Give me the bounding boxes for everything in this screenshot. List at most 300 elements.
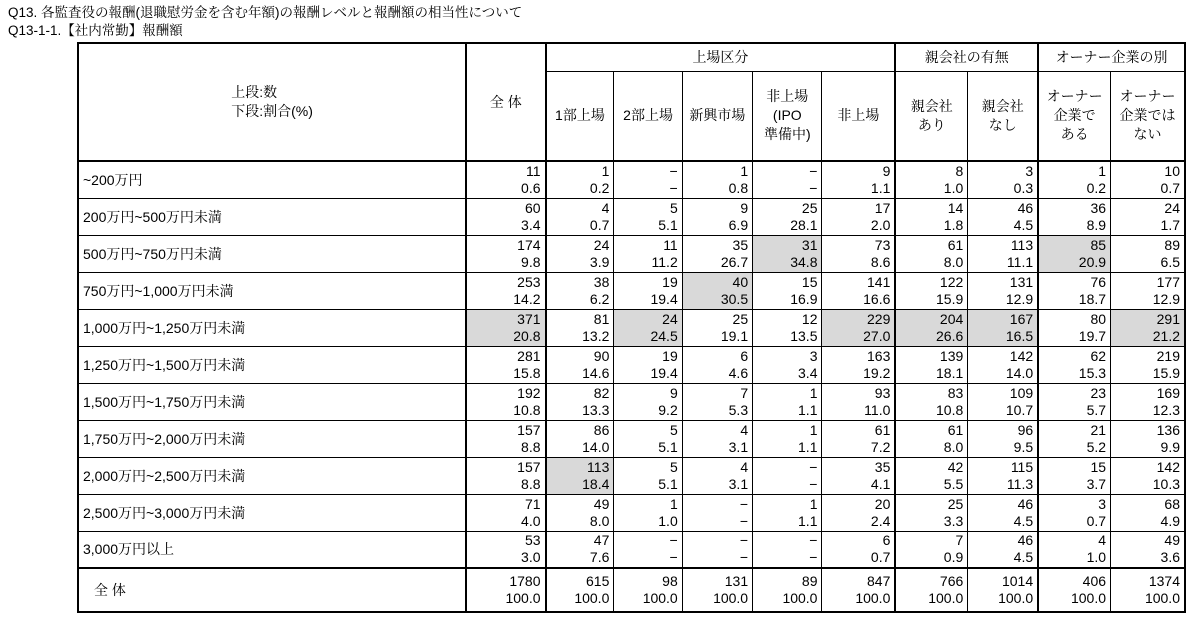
percent-value: 0.2 bbox=[589, 179, 610, 196]
percent-value: 15.9 bbox=[936, 290, 964, 307]
count-value: 113 bbox=[1010, 236, 1034, 253]
count-value: 1 bbox=[601, 162, 610, 179]
data-cell bbox=[895, 346, 967, 383]
percent-value: 10.3 bbox=[1152, 475, 1180, 492]
count-value: 142 bbox=[1009, 347, 1034, 364]
table-row bbox=[78, 420, 1185, 457]
count-value: 6 bbox=[740, 347, 749, 364]
group-header: 親会社の有無 bbox=[895, 43, 1038, 71]
percent-value: 18.4 bbox=[582, 475, 610, 492]
percent-value: 15.9 bbox=[1152, 364, 1180, 381]
count-value: 113 bbox=[587, 458, 610, 475]
percent-value: 1.1 bbox=[870, 179, 891, 196]
count-value: 76 bbox=[1090, 273, 1107, 290]
count-value: 139 bbox=[939, 347, 964, 364]
data-cell bbox=[1111, 383, 1185, 420]
survey-table bbox=[77, 42, 1186, 613]
percent-value: 9.5 bbox=[1013, 438, 1034, 455]
count-value: 25 bbox=[947, 495, 964, 512]
data-cell bbox=[546, 531, 614, 568]
data-cell bbox=[822, 531, 895, 568]
column-header: 親会社 なし bbox=[968, 71, 1038, 161]
data-cell bbox=[753, 272, 822, 309]
percent-value: 30.5 bbox=[720, 290, 749, 307]
percent-value: 100.0 bbox=[855, 590, 891, 606]
column-header-total: 全 体 bbox=[466, 43, 545, 161]
count-value: 42 bbox=[947, 458, 964, 475]
percent-value: 12.9 bbox=[1005, 290, 1034, 307]
percent-value: 5.1 bbox=[658, 216, 678, 233]
count-value: 49 bbox=[593, 495, 610, 512]
count-value: 46 bbox=[1017, 199, 1034, 216]
percent-value: 0.7 bbox=[589, 216, 610, 233]
count-value: 9 bbox=[882, 162, 891, 179]
table-row bbox=[78, 346, 1185, 383]
data-cell bbox=[968, 309, 1038, 346]
count-value: 1374 bbox=[1148, 573, 1180, 589]
count-value: 1 bbox=[740, 162, 749, 179]
row-label: 3,000万円以上 bbox=[78, 531, 466, 568]
percent-value: 16.9 bbox=[790, 290, 818, 307]
data-cell bbox=[968, 272, 1038, 309]
count-value: 4 bbox=[740, 458, 749, 475]
count-value: 90 bbox=[593, 347, 610, 364]
percent-value: 3.1 bbox=[728, 475, 749, 492]
count-value: 4 bbox=[601, 199, 610, 216]
count-value: 371 bbox=[517, 310, 541, 327]
column-header: 親会社 あり bbox=[895, 71, 967, 161]
legend-percent-label: 下段:割合(%) bbox=[231, 103, 313, 119]
data-cell bbox=[466, 309, 545, 346]
count-value: 11 bbox=[663, 236, 678, 253]
percent-value: 18.7 bbox=[1078, 290, 1107, 307]
percent-value: 1.7 bbox=[1160, 216, 1180, 233]
group-header: オーナー企業の別 bbox=[1038, 43, 1185, 71]
data-cell bbox=[753, 531, 822, 568]
count-value: 3 bbox=[809, 347, 818, 364]
percent-value: 5.3 bbox=[728, 401, 749, 418]
data-cell bbox=[968, 457, 1038, 494]
count-value: 23 bbox=[1090, 384, 1107, 401]
count-value: 1780 bbox=[509, 573, 541, 589]
percent-value: 6.2 bbox=[589, 290, 610, 307]
count-value: 12 bbox=[801, 310, 818, 327]
count-value: 61 bbox=[874, 421, 891, 438]
count-value: 131 bbox=[1009, 273, 1034, 290]
percent-value: 1.0 bbox=[943, 179, 964, 196]
percent-value: 8.0 bbox=[943, 438, 964, 455]
row-label: ~200万円 bbox=[78, 161, 466, 198]
data-cell bbox=[968, 531, 1038, 568]
data-cell bbox=[1038, 309, 1110, 346]
percent-value: 12.3 bbox=[1152, 401, 1180, 418]
total-cell bbox=[682, 568, 752, 612]
percent-value: 100.0 bbox=[642, 590, 678, 606]
data-cell bbox=[614, 346, 682, 383]
data-cell bbox=[1038, 235, 1110, 272]
count-value: 49 bbox=[1164, 532, 1180, 549]
table-row bbox=[78, 531, 1185, 568]
count-value: 1 bbox=[1098, 162, 1107, 179]
percent-value: 15.3 bbox=[1078, 364, 1107, 381]
count-value: 9 bbox=[740, 199, 749, 216]
total-cell bbox=[753, 568, 822, 612]
percent-value: 4.6 bbox=[728, 364, 749, 381]
data-cell bbox=[1111, 531, 1185, 568]
data-cell bbox=[546, 420, 614, 457]
count-value: 96 bbox=[1017, 421, 1034, 438]
data-cell bbox=[895, 457, 967, 494]
count-value: − bbox=[669, 532, 678, 549]
count-value: 1 bbox=[809, 421, 818, 438]
percent-value: 20.9 bbox=[1078, 253, 1107, 270]
count-value: 20 bbox=[874, 495, 891, 512]
data-cell bbox=[614, 235, 682, 272]
data-cell bbox=[466, 198, 545, 235]
count-value: 3 bbox=[1098, 495, 1107, 512]
count-value: 25 bbox=[801, 199, 818, 216]
count-value: 35 bbox=[874, 458, 891, 475]
corner-header-text bbox=[231, 83, 313, 121]
percent-value: − bbox=[809, 179, 818, 196]
count-value: 7 bbox=[955, 532, 964, 549]
data-cell bbox=[1111, 235, 1185, 272]
data-cell bbox=[682, 531, 752, 568]
percent-value: 2.4 bbox=[870, 512, 891, 529]
data-cell bbox=[614, 161, 682, 198]
legend-count-label: 上段:数 bbox=[231, 84, 278, 100]
percent-value: − bbox=[739, 512, 749, 529]
percent-value: 28.1 bbox=[790, 216, 818, 233]
percent-value: 100.0 bbox=[998, 590, 1034, 606]
data-cell bbox=[1038, 494, 1110, 531]
column-header: 2部上場 bbox=[614, 71, 682, 161]
total-cell bbox=[546, 568, 614, 612]
table-row bbox=[78, 198, 1185, 235]
percent-value: 3.3 bbox=[943, 512, 964, 529]
percent-value: 34.8 bbox=[790, 253, 818, 270]
row-label: 200万円~500万円未満 bbox=[78, 198, 466, 235]
percent-value: 1.1 bbox=[798, 401, 818, 418]
data-cell bbox=[822, 309, 895, 346]
count-value: 406 bbox=[1082, 573, 1107, 589]
data-cell bbox=[1038, 272, 1110, 309]
count-value: 6 bbox=[882, 532, 891, 549]
data-cell bbox=[753, 420, 822, 457]
total-cell bbox=[822, 568, 895, 612]
total-cell bbox=[1111, 568, 1185, 612]
data-cell bbox=[1111, 161, 1185, 198]
percent-value: 3.0 bbox=[521, 549, 541, 566]
column-header: 新興市場 bbox=[682, 71, 752, 161]
percent-value: 6.5 bbox=[1160, 253, 1180, 270]
count-value: 5 bbox=[669, 199, 678, 216]
data-cell bbox=[546, 494, 614, 531]
row-label: 1,000万円~1,250万円未満 bbox=[78, 309, 466, 346]
percent-value: 0.7 bbox=[1160, 179, 1180, 196]
percent-value: 19.4 bbox=[650, 290, 678, 307]
count-value: 46 bbox=[1017, 532, 1034, 549]
data-cell bbox=[682, 309, 752, 346]
count-value: 7 bbox=[740, 384, 749, 401]
data-cell bbox=[895, 272, 967, 309]
data-cell bbox=[753, 309, 822, 346]
data-cell bbox=[546, 198, 614, 235]
data-cell bbox=[822, 383, 895, 420]
data-cell bbox=[1038, 457, 1110, 494]
percent-value: 13.5 bbox=[790, 327, 818, 344]
percent-value: 0.9 bbox=[943, 549, 964, 566]
percent-value: 21.2 bbox=[1152, 327, 1180, 344]
data-cell bbox=[1111, 346, 1185, 383]
table-row bbox=[78, 309, 1185, 346]
count-value: 83 bbox=[947, 384, 964, 401]
count-value: − bbox=[669, 162, 678, 179]
data-cell bbox=[822, 198, 895, 235]
data-cell bbox=[895, 494, 967, 531]
data-cell bbox=[968, 420, 1038, 457]
data-cell bbox=[895, 235, 967, 272]
percent-value: 9.8 bbox=[521, 253, 541, 270]
count-value: 5 bbox=[669, 458, 678, 475]
data-cell bbox=[614, 494, 682, 531]
count-value: 10 bbox=[1164, 162, 1180, 179]
percent-value: 10.8 bbox=[513, 401, 541, 418]
data-cell bbox=[1038, 420, 1110, 457]
count-value: 62 bbox=[1090, 347, 1107, 364]
data-cell bbox=[968, 494, 1038, 531]
percent-value: 27.0 bbox=[863, 327, 891, 344]
table-row bbox=[78, 272, 1185, 309]
percent-value: 5.7 bbox=[1086, 401, 1107, 418]
count-value: 141 bbox=[867, 273, 891, 290]
percent-value: 12.9 bbox=[1152, 290, 1180, 307]
percent-value: 14.0 bbox=[1005, 364, 1034, 381]
count-value: 167 bbox=[1009, 310, 1034, 327]
data-cell bbox=[968, 198, 1038, 235]
count-value: 1 bbox=[669, 495, 678, 512]
count-value: 93 bbox=[874, 384, 891, 401]
percent-value: 8.0 bbox=[943, 253, 964, 270]
table-row bbox=[78, 235, 1185, 272]
data-cell bbox=[614, 531, 682, 568]
count-value: 73 bbox=[874, 236, 891, 253]
count-value: 253 bbox=[517, 273, 541, 290]
count-value: 157 bbox=[517, 458, 541, 475]
column-header: 非上場 bbox=[822, 71, 895, 161]
data-cell bbox=[822, 457, 895, 494]
row-label: 2,000万円~2,500万円未満 bbox=[78, 457, 466, 494]
data-cell bbox=[753, 457, 822, 494]
count-value: 177 bbox=[1156, 273, 1180, 290]
percent-value: 26.7 bbox=[720, 253, 749, 270]
percent-value: 5.1 bbox=[658, 475, 678, 492]
count-value: 80 bbox=[1090, 310, 1107, 327]
data-cell bbox=[1038, 346, 1110, 383]
percent-value: 0.6 bbox=[521, 179, 541, 196]
percent-value: 3.6 bbox=[1160, 549, 1180, 566]
data-cell bbox=[466, 494, 545, 531]
data-cell bbox=[822, 161, 895, 198]
data-cell bbox=[753, 346, 822, 383]
percent-value: − bbox=[809, 475, 818, 492]
count-value: 615 bbox=[586, 573, 610, 589]
row-label: 750万円~1,000万円未満 bbox=[78, 272, 466, 309]
percent-value: 0.7 bbox=[1086, 512, 1107, 529]
count-value: 136 bbox=[1156, 421, 1180, 438]
count-value: 15 bbox=[1090, 458, 1107, 475]
table-subtitle: Q13-1-1.【社内常勤】報酬額 bbox=[8, 23, 183, 38]
percent-value: 4.5 bbox=[1013, 512, 1034, 529]
count-value: 19 bbox=[662, 273, 678, 290]
percent-value: 6.9 bbox=[728, 216, 749, 233]
percent-value: 100.0 bbox=[713, 590, 749, 606]
count-value: 157 bbox=[517, 421, 541, 438]
total-row bbox=[78, 568, 1185, 612]
count-value: 89 bbox=[1164, 236, 1180, 253]
row-label: 1,250万円~1,500万円未満 bbox=[78, 346, 466, 383]
column-header: 1部上場 bbox=[546, 71, 614, 161]
percent-value: 100.0 bbox=[782, 590, 818, 606]
data-cell bbox=[895, 309, 967, 346]
count-value: 24 bbox=[662, 310, 678, 327]
count-value: 766 bbox=[939, 573, 964, 589]
percent-value: 14.2 bbox=[513, 290, 541, 307]
count-value: 82 bbox=[593, 384, 610, 401]
count-value: 24 bbox=[593, 236, 610, 253]
row-label: 1,750万円~2,000万円未満 bbox=[78, 420, 466, 457]
count-value: 53 bbox=[524, 532, 541, 549]
data-cell bbox=[466, 531, 545, 568]
count-value: 85 bbox=[1090, 236, 1107, 253]
data-cell bbox=[968, 235, 1038, 272]
table-row bbox=[78, 494, 1185, 531]
count-value: 25 bbox=[732, 310, 749, 327]
data-cell bbox=[1111, 457, 1185, 494]
data-cell bbox=[895, 383, 967, 420]
percent-value: 10.7 bbox=[1005, 401, 1034, 418]
percent-value: 19.1 bbox=[720, 327, 749, 344]
column-header: オーナー 企業で ある bbox=[1038, 71, 1110, 161]
data-cell bbox=[1111, 198, 1185, 235]
percent-value: 0.8 bbox=[728, 179, 749, 196]
count-value: 109 bbox=[1009, 384, 1034, 401]
count-value: 60 bbox=[524, 199, 541, 216]
data-cell bbox=[895, 420, 967, 457]
data-cell bbox=[822, 494, 895, 531]
percent-value: 16.6 bbox=[863, 290, 891, 307]
percent-value: 0.3 bbox=[1013, 179, 1034, 196]
percent-value: 3.9 bbox=[589, 253, 610, 270]
count-value: 163 bbox=[867, 347, 891, 364]
count-value: 36 bbox=[1090, 199, 1107, 216]
percent-value: 100.0 bbox=[928, 590, 964, 606]
corner-header-legend bbox=[78, 43, 466, 161]
percent-value: 0.7 bbox=[870, 549, 891, 566]
percent-value: 14.0 bbox=[582, 438, 610, 455]
count-value: 61 bbox=[947, 236, 964, 253]
data-cell bbox=[1038, 161, 1110, 198]
data-cell bbox=[546, 383, 614, 420]
data-cell bbox=[1111, 420, 1185, 457]
count-value: 1 bbox=[809, 495, 818, 512]
percent-value: 9.9 bbox=[1160, 438, 1180, 455]
data-cell bbox=[822, 346, 895, 383]
data-cell bbox=[614, 309, 682, 346]
percent-value: 3.7 bbox=[1086, 475, 1107, 492]
data-cell bbox=[822, 420, 895, 457]
percent-value: 100.0 bbox=[574, 590, 610, 606]
count-value: 46 bbox=[1017, 495, 1034, 512]
percent-value: 8.9 bbox=[1086, 216, 1107, 233]
percent-value: 1.1 bbox=[798, 512, 818, 529]
data-cell bbox=[1111, 272, 1185, 309]
total-cell bbox=[466, 568, 545, 612]
count-value: 81 bbox=[593, 310, 610, 327]
count-value: 40 bbox=[732, 273, 749, 290]
count-value: − bbox=[809, 532, 818, 549]
count-value: 24 bbox=[1164, 199, 1180, 216]
percent-value: 19.2 bbox=[863, 364, 891, 381]
percent-value: 16.5 bbox=[1005, 327, 1034, 344]
percent-value: 19.4 bbox=[650, 364, 678, 381]
data-cell bbox=[546, 235, 614, 272]
percent-value: 1.0 bbox=[658, 512, 678, 529]
count-value: − bbox=[809, 162, 818, 179]
count-value: 122 bbox=[939, 273, 964, 290]
data-cell bbox=[822, 235, 895, 272]
percent-value: 7.6 bbox=[589, 549, 610, 566]
percent-value: − bbox=[669, 179, 678, 196]
row-label: 1,500万円~1,750万円未満 bbox=[78, 383, 466, 420]
data-cell bbox=[682, 383, 752, 420]
percent-value: 13.3 bbox=[582, 401, 610, 418]
count-value: 21 bbox=[1090, 421, 1107, 438]
count-value: 35 bbox=[732, 236, 749, 253]
data-cell bbox=[466, 420, 545, 457]
percent-value: − bbox=[809, 549, 818, 566]
data-cell bbox=[614, 198, 682, 235]
percent-value: 1.8 bbox=[943, 216, 964, 233]
percent-value: 8.0 bbox=[589, 512, 610, 529]
percent-value: 10.8 bbox=[936, 401, 964, 418]
count-value: 14 bbox=[947, 199, 964, 216]
total-cell bbox=[614, 568, 682, 612]
percent-value: 4.1 bbox=[870, 475, 891, 492]
percent-value: 20.8 bbox=[513, 327, 541, 344]
data-cell bbox=[968, 346, 1038, 383]
percent-value: 3.1 bbox=[728, 438, 749, 455]
percent-value: − bbox=[669, 549, 678, 566]
percent-value: 1.1 bbox=[798, 438, 818, 455]
data-cell bbox=[682, 346, 752, 383]
count-value: 68 bbox=[1164, 495, 1180, 512]
data-cell bbox=[682, 272, 752, 309]
count-value: 8 bbox=[955, 162, 964, 179]
data-cell bbox=[682, 235, 752, 272]
table-row bbox=[78, 457, 1185, 494]
count-value: 142 bbox=[1156, 458, 1180, 475]
page-title: Q13. 各監査役の報酬(退職慰労金を含む年額)の報酬レベルと報酬額の相当性について bbox=[8, 5, 523, 20]
count-value: 15 bbox=[801, 273, 818, 290]
data-cell bbox=[822, 272, 895, 309]
count-value: 19 bbox=[662, 347, 678, 364]
percent-value: 100.0 bbox=[1070, 590, 1107, 606]
count-value: 4 bbox=[1098, 532, 1107, 549]
percent-value: 11.0 bbox=[864, 401, 891, 418]
percent-value: 11.1 bbox=[1006, 253, 1034, 270]
count-value: 61 bbox=[947, 421, 964, 438]
